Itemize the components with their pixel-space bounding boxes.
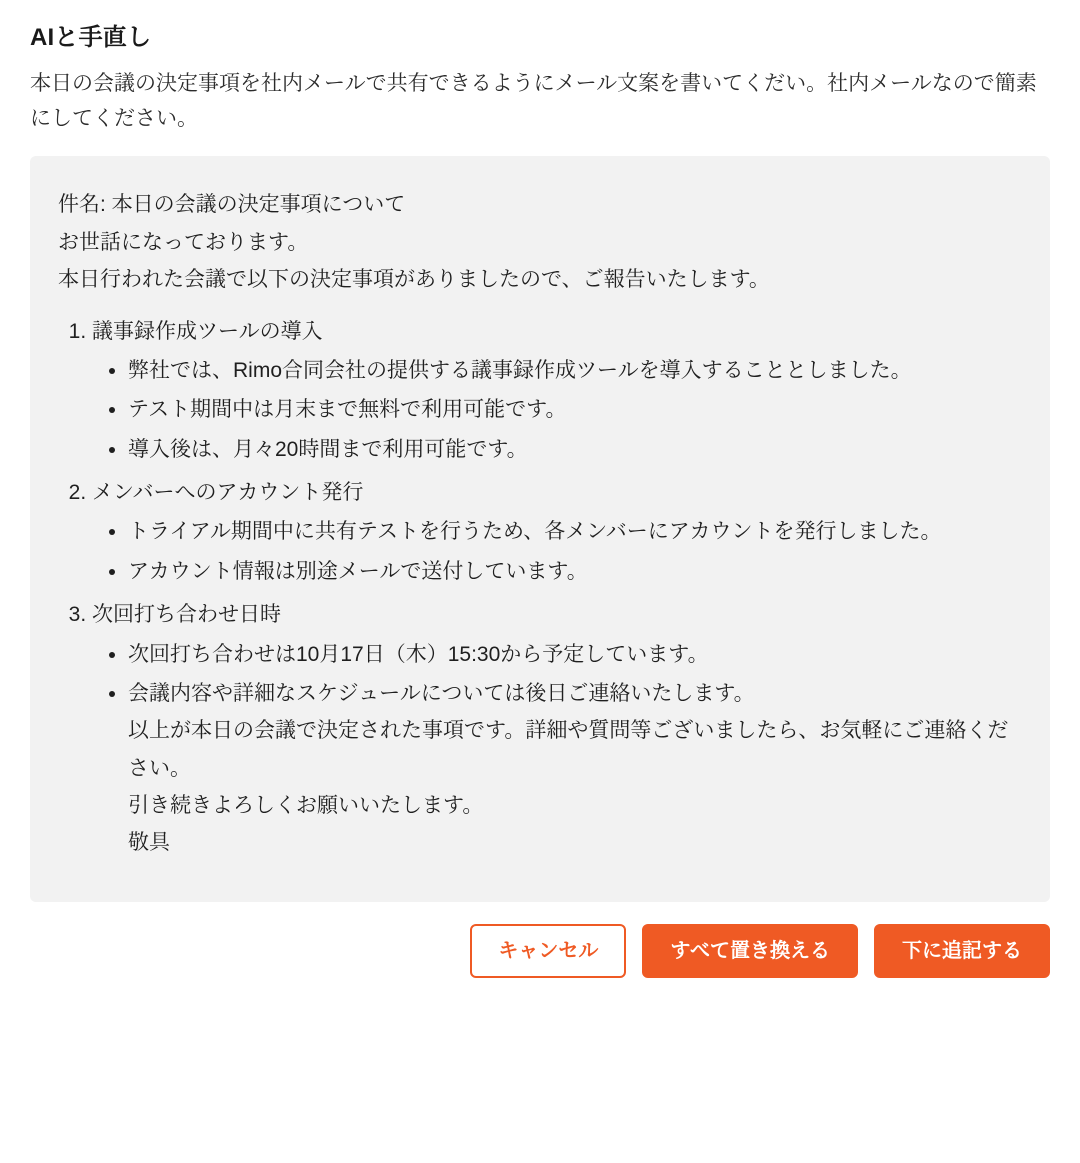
replace-all-button[interactable]: すべて置き換える [642,924,858,978]
list-item: • テスト期間中は月末まで無料で利用可能です。 [128,391,1022,428]
result-section-heading: 議事録作成ツールの導入 [92,319,323,343]
cancel-button[interactable]: キャンセル [470,924,626,978]
result-signoff: 敬具 [128,831,170,855]
user-prompt-text: 本日の会議の決定事項を社内メールで共有できるようにメール文案を書いてくだい。社内メールなので簡素にしてください。 [30,72,1037,130]
list-item-text: • 会議内容や詳細なスケジュールについては後日ご連絡いたします。 [128,681,755,705]
result-subject-line: 件名: 本日の会議の決定事項について [58,193,406,217]
result-bullet-list [92,352,1022,468]
result-section-heading: メンバーへのアカウント発行 [92,481,364,505]
list-item: • 次回打ち合わせは10月17日（木）15:30から予定しています。 [128,636,1022,673]
list-item [128,675,1022,862]
ai-result-panel [30,156,1050,901]
result-bullet-list [92,636,1022,862]
dialog-actions [30,924,1050,1002]
result-greeting: お世話になっております。 [58,230,309,254]
result-closing-line: 以上が本日の会議で決定された事項です。詳細や質問等ございましたら、お気軽にご連絡ください。 [128,719,1009,780]
list-item: • トライアル期間中に共有テストを行うため、各メンバーにアカウントを発行しました。 [128,513,1022,550]
result-bullet-list [92,513,1022,590]
result-intro: 本日行われた会議で以下の決定事項がありましたので、ご報告いたします。 [58,268,770,292]
result-section-list [58,313,1022,862]
result-section [92,313,1022,469]
page-title: AIと手直し [30,24,152,51]
list-item: • 弊社では、Rimo合同会社の提供する議事録作成ツールを導入することとしました。 [128,352,1022,389]
result-closing-line: 引き続きよろしくお願いいたします。 [128,794,484,818]
list-item: • 導入後は、月々20時間まで利用可能です。 [128,431,1022,468]
result-section [92,474,1022,590]
list-item: • アカウント情報は別途メールで送付しています。 [128,553,1022,590]
result-section-heading: 次回打ち合わせ日時 [92,603,281,627]
result-section [92,596,1022,862]
ai-result-body [58,186,1022,861]
append-below-button[interactable]: 下に追記する [874,924,1050,978]
